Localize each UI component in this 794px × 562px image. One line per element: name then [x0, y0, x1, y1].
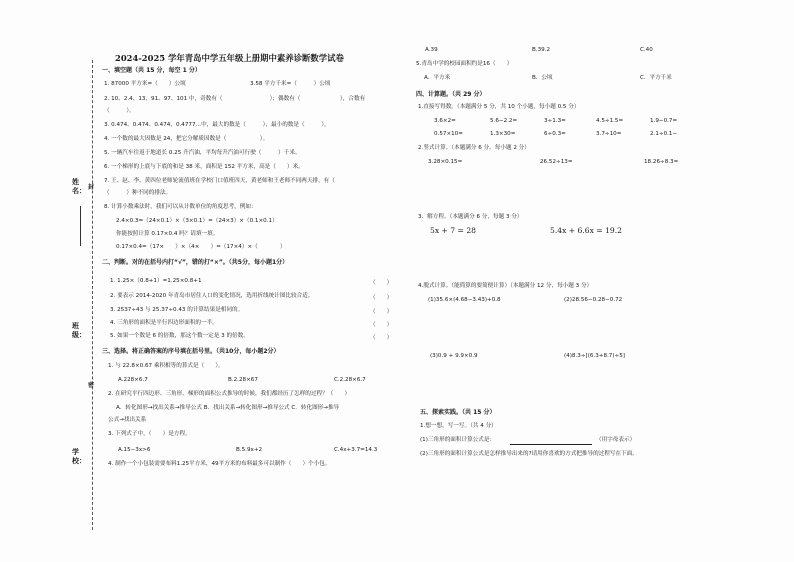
binding-line	[92, 60, 93, 530]
judge-bracket-3[interactable]: （ ）	[370, 309, 393, 315]
choice-2-options: A．转化图形→找出关系→推导公式 B．找出关系→转化图形→推导公式 C．转化图形→推导	[116, 405, 340, 411]
name-label: 姓名：	[72, 178, 86, 195]
q4-text: 4. 一个数的最大因数是 24，把它分解质因数是（ ）。	[104, 136, 269, 142]
section5-heading: 五、探索实践。（共 15 分）	[420, 409, 496, 416]
q7-text: 7. 王、赵、李、黄四位老师轮流值班在学校门口值班四天，黄老师和王老师不同两天排，有（	[104, 178, 335, 184]
q2-text-4: （ ）。	[104, 108, 135, 114]
vertical-1: 3.28×0.15=	[428, 159, 463, 165]
q2-text-3: ），合数有	[340, 96, 366, 102]
q5-text: 5. 一辆汽车往返于地道长 0.25 升汽油，平均每升汽油可行驶（ ）千米。	[104, 150, 301, 156]
exam-title: 2024-2025 学年青岛中学五年级上册期中素养诊断数学试卷	[115, 53, 344, 63]
section2-heading: 二、判断。对的在括号内打“√”，错的打“×”。（共5分，每小题1分）	[102, 259, 289, 266]
oral-2-1: 0.57×10=	[434, 131, 463, 137]
oral-2-4: 3.7÷10=	[596, 131, 622, 137]
choice-4-b: B.39.2	[532, 47, 551, 53]
judge-bracket-2[interactable]: （ ）	[370, 295, 393, 301]
section4-heading: 四、计算题。（共 29 分）	[416, 91, 486, 98]
judge-bracket-5[interactable]: （ ）	[370, 335, 393, 341]
oral-1-2: 5.6−2.2=	[490, 118, 518, 124]
choice-3-c: C.4x+3.7=14.3	[334, 447, 378, 453]
calc-1-heading: 1.直接写得数。（本题满分 5 分，共 10 个小题，每小题 0.5 分）	[418, 104, 580, 110]
q8-fill: 0.17×0.4=（17× ）×（4× ）=（17×4）×（ ）	[116, 244, 286, 250]
vertical-2: 26.52÷13=	[540, 159, 573, 165]
explore-1: 1.想一想，写一写。（共 4 分）	[420, 423, 497, 429]
judge-2: 2. 要表示 2014-2020 年青岛市居住人口的变化情况，选用折线统计图比较合适。	[110, 293, 314, 299]
formula-blank[interactable]	[510, 437, 592, 445]
q1-left: 1. 87000 平方米=（ ）公顷	[104, 81, 186, 87]
oral-1-3: 3÷1.3=	[544, 118, 566, 124]
q1-right: 3.58 平方千米=（ ）公顷	[250, 81, 331, 87]
stepwise-1: (1)35.6×(4.68−3.43)+0.8	[428, 297, 501, 303]
oral-1-5: 1.9−0.7=	[650, 118, 678, 124]
choice-1-c: C.2.28×6.7	[334, 377, 366, 383]
judge-bracket-4[interactable]: （ ）	[370, 322, 393, 328]
choice-1-b: B.2.28×67	[228, 377, 258, 383]
explore-formula-label: (1)三角形的面积计算公式是：	[420, 437, 496, 443]
calc-3-heading: 3．解方程。（本题满分 6 分，每题 3 分）	[418, 214, 523, 220]
q8-text: 8. 计算小数乘法时，我们可以从计数单位的角度思考，例如：	[104, 204, 257, 210]
explore-formula-hint: （用字母表示）	[596, 437, 636, 443]
oral-2-5: 2.1÷0.1−	[650, 131, 678, 137]
choice-3: 3. 下列式子中，（ ）是方程。	[108, 431, 191, 437]
q3-text: 3. 0.474、0.474̇、0.47̇4̇、0.4777…中，最大的数是（ ），最小的数是（ ）。	[104, 122, 330, 128]
stepwise-2: (2)28.56−0.28−0.72	[564, 297, 623, 303]
q7-text-2: （ ）种不同的排法。	[104, 190, 172, 196]
stepwise-3: (3)0.9 + 9.9×0.9	[430, 353, 478, 359]
calc-2-heading: 2.竖式计算。（本题满分 6 分，每小题 2 分）	[418, 145, 530, 151]
class-label: 班级：	[72, 322, 86, 339]
stepwise-4: (4)8.3÷[(6.3+8.7)÷5]	[564, 353, 625, 359]
choice-5-c: C．平方千米	[640, 75, 672, 81]
equation-1: 5x + 7 = 28	[430, 226, 476, 235]
choice-3-b: B.5.9x+2	[236, 447, 263, 453]
vertical-3: 18.26÷8.3=	[644, 159, 679, 165]
choice-1-a: A.228×6.7	[118, 377, 148, 383]
judge-5: 5. 如果一个数是 6 的倍数，那这个数一定是 3 的倍数。	[110, 333, 249, 339]
oral-1-1: 3.6×2=	[434, 118, 456, 124]
choice-3-a: A.15−3x>6	[118, 447, 151, 453]
judge-3: 3. 2537÷43 与 25.37÷0.43 的计算结果是相同的。	[110, 307, 244, 313]
choice-4-c: C.40	[640, 47, 653, 53]
q6-text: 6. 一个梯形的上底与下底的和是 38 米，面积是 152 平方米，高是（ ）米。	[104, 164, 304, 170]
q2-text-2: ）；偶数有（	[264, 96, 301, 102]
q2-text: 2. 10、2.4、13、91、97、101 中，奇数有（	[104, 96, 223, 102]
equation-2: 5.4x + 6.6x = 19.2	[550, 226, 623, 235]
seal-mark-2: 密	[88, 382, 95, 389]
choice-2-options-2: 公式→找出关系	[108, 417, 147, 423]
judge-4: 4. 三角形的面积是平行四边形面积的一半。	[110, 320, 218, 326]
section3-heading: 三、选择。将正确答案的序号填在括号里。（共10分，每小题2分）	[102, 348, 280, 355]
choice-4: 4. 制作一个小包装需要布料1.25平方米，49平方米的布料最多可以制作（ ）个小包。	[108, 461, 331, 467]
oral-2-3: 6÷0.3=	[544, 131, 566, 137]
choice-2: 2. 在研究平行四边形、三角形、梯形的面积公式推导的时候，我们都经历了怎样的过程？（ ）	[108, 391, 351, 397]
oral-2-2: 1.3×30=	[490, 131, 516, 137]
section1-heading: 一、填空题（共 15 分，每空 1 分）	[102, 67, 201, 74]
choice-1: 1. 与 22.8×0.67 乘积相等的算式是（ ）。	[108, 363, 224, 369]
judge-1: 1. 1.25×（0.8+1）=1.25×0.8+1	[110, 278, 202, 284]
oral-1-4: 4.5÷1.5=	[596, 118, 624, 124]
choice-4-a: A.39	[425, 47, 438, 53]
q8-example: 2.4×0.3=（24×0.1）×（3×0.1）=（24×3）×（0.1×0.1）	[116, 218, 278, 224]
choice-5-a: A．平方米	[424, 75, 451, 81]
q8-prompt: 你能按照计算 0.17×0.4 吗？请填一填。	[116, 231, 219, 237]
judge-bracket-1[interactable]: （ ）	[370, 280, 393, 286]
choice-5-b: B．公顷	[532, 75, 553, 81]
calc-4-heading: 4.脱式计算。（能简算的要简便计算）（本题满分 12 分，每小题 3 分）	[418, 283, 593, 289]
seal-mark-1: 封	[88, 184, 95, 191]
choice-5: 5.青岛中学的校园面积约是16（ ）	[416, 61, 513, 67]
explore-derivation: (2)三角形的面积计算公式是怎样推导出来的?请用你喜欢的方式把推导的过程写在下面。	[420, 451, 638, 457]
name-underline	[80, 206, 81, 246]
school-label: 学校：	[72, 448, 86, 465]
